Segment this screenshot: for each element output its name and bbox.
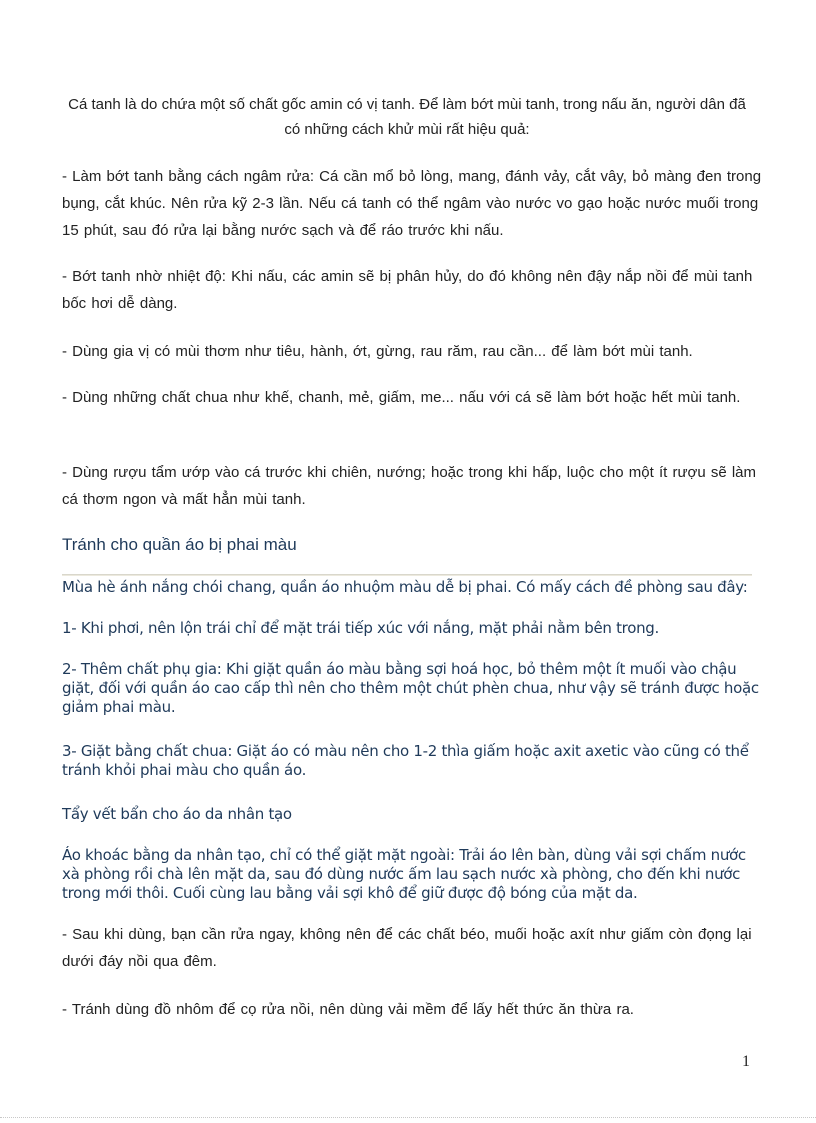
- clothes-tip-sour: 3- Giặt bằng chất chua: Giặt áo có màu nên cho 1-2 thìa giấm hoặc axit axetic vào cũng có thể tránh khỏi phai màu cho quần áo.: [62, 742, 749, 779]
- pot-tip-soft-cloth: - Tránh dùng đồ nhôm để cọ rửa nồi, nên dùng vải mềm để lấy hết thức ăn thừa ra.: [62, 1001, 634, 1018]
- section-divider: [62, 574, 752, 576]
- fish-tip-wine: - Dùng rượu tẩm ướp vào cá trước khi chiên, nướng; hoặc trong khi hấp, luộc cho một ít rượu sẽ làm cá thơm ngon và mất hẳn mùi tanh.: [62, 464, 757, 508]
- fish-tip-spices: - Dùng gia vị có mùi thơm như tiêu, hành, ớt, gừng, rau răm, rau cần... để làm bớt mùi tanh.: [62, 343, 693, 360]
- fish-tip-soak: - Làm bớt tanh bằng cách ngâm rửa: Cá cần mổ bỏ lòng, mang, đánh vảy, cắt vây, bỏ màng đen trong bụng, cắt khúc. Nên rửa kỹ 2-3 lần. Nếu cá tanh có thể ngâm vào nước vo gạo hoặc nước muối trong 15 phút, sau đó rửa lại bằng nước sạch và để ráo trước khi nấu.: [62, 168, 762, 239]
- intro-paragraph: Cá tanh là do chứa một số chất gốc amin có vị tanh. Để làm bớt mùi tanh, trong nấu ăn, người dân đã có những cách khử mùi rất hiệu quả:: [68, 96, 746, 138]
- clothes-tip-additive: 2- Thêm chất phụ gia: Khi giặt quần áo màu bằng sợi hoá học, bỏ thêm một ít muối vào chậu giặt, đối với quần áo cao cấp thì nên cho thêm một chút phèn chua, như vậy sẽ tránh được hoặc giảm phai màu.: [62, 660, 759, 716]
- leather-paragraph: Áo khoác bằng da nhân tạo, chỉ có thể giặt mặt ngoài: Trải áo lên bàn, dùng vải sợi chấm nước xà phòng rồi chà lên mặt da, sau đó dùng nước ấm lau sạch nước xà phòng, cho đến khi nước trong mới thôi. Cuối cùng lau bằng vải sợi khô để giữ được độ bóng của mặt da.: [62, 846, 746, 902]
- leather-title: Tẩy vết bẩn cho áo da nhân tạo: [62, 805, 292, 823]
- page-number: 1: [742, 1053, 750, 1070]
- clothes-tip-turn-inside: 1- Khi phơi, nên lộn trái chỉ để mặt trái tiếp xúc với nắng, mặt phải nằm bên trong.: [62, 619, 659, 637]
- clothes-intro: Mùa hè ánh nắng chói chang, quần áo nhuộm màu dễ bị phai. Có mấy cách đề phòng sau đây:: [62, 578, 748, 596]
- pot-tip-rinse: - Sau khi dùng, bạn cần rửa ngay, không nên để các chất béo, muối hoặc axít như giấm còn đọng lại dưới đáy nồi qua đêm.: [62, 926, 752, 970]
- fish-tip-heat: - Bớt tanh nhờ nhiệt độ: Khi nấu, các amin sẽ bị phân hủy, do đó không nên đậy nắp nồi để mùi tanh bốc hơi dễ dàng.: [62, 268, 753, 312]
- section-heading: Tránh cho quần áo bị phai màu: [62, 535, 297, 554]
- page-bottom-border: [0, 1117, 816, 1118]
- fish-tip-sour: - Dùng những chất chua như khế, chanh, mẻ, giấm, me... nấu với cá sẽ làm bớt hoặc hết mùi tanh.: [62, 389, 741, 406]
